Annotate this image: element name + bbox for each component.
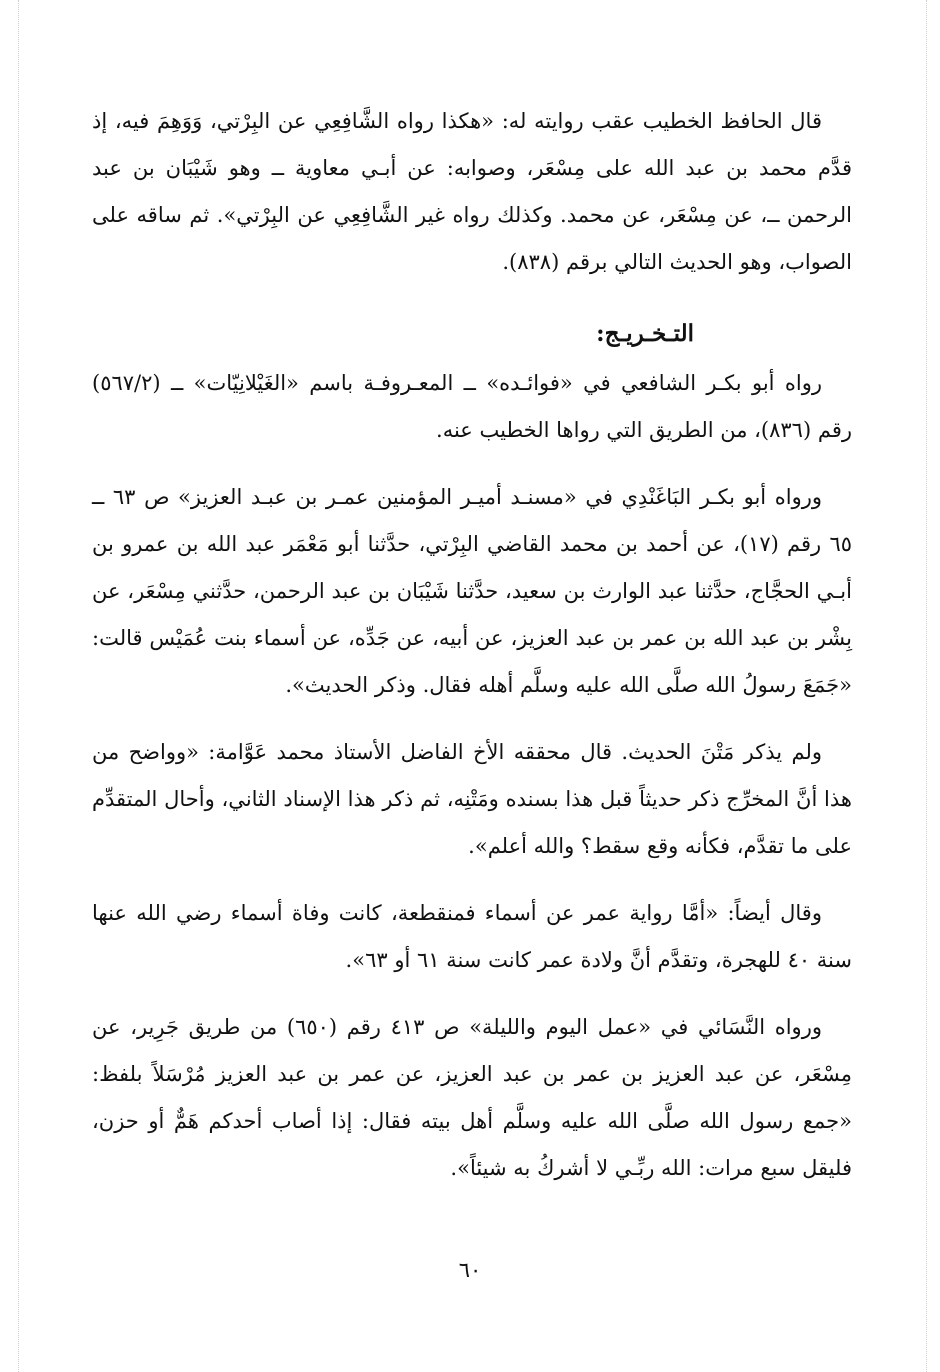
scan-guide-line-right xyxy=(926,0,927,1372)
paragraph-nasai-amal: ورواه النَّسَائي في «عمل اليوم والليلة» ص ٤١٣ رقم (٦٥٠) من طريق جَرِير، عن مِسْعَر، عن عبد العزيز بن عمر بن عبد العزيز، عن عمر بن عبد العزيز مُرْسَلاً بلفظ: «جمع رسول الله صلَّى الله عليه وسلَّم أهل بيته فقال: إذا أصاب أحدكم هَمٌّ أو حزن، فليقل سبع مرات: الله ربِّـي لا أشركُ به شيئاً». xyxy=(92,1015,852,1180)
paragraph-khatib-comment: قال الحافظ الخطيب عقب روايته له: «هكذا رواه الشَّافِعِي عن البِرْتي، وَوَهِمَ فيه، إذ قدَّم محمد بن عبد الله على مِسْعَر، وصوابه: عن أبـي معاوية ــ وهو شَيْبَان بن عبد الرحمن ــ، عن مِسْعَر، عن محمد. وكذلك رواه غير الشَّافِعِي عن البِرْتي». ثم ساقه على الصواب، وهو الحديث التالي برقم (٨٣٨). xyxy=(92,109,852,274)
section-heading-takhrij: التـخـريـج: xyxy=(596,320,694,347)
paragraph-awwama-note: ولم يذكر مَتْنَ الحديث. قال محققه الأخ الفاضل الأستاذ محمد عَوَّامة: «وواضح من هذا أنَّ المخرِّج ذكر حديثاً قبل هذا بسنده ومَتْنِه، ثم ذكر هذا الإسناد الثاني، وأحال المتقدِّم على ما تقدَّم، فكأنه وقع سقط؟ والله أعلم». xyxy=(92,740,852,858)
paragraph-awwama-second-note: وقال أيضاً: «أمَّا رواية عمر عن أسماء فمنقطعة، كانت وفاة أسماء رضي الله عنها سنة ٤٠ للهجرة، وتقدَّم أنَّ ولادة عمر كانت سنة ٦١ أو ٦٣». xyxy=(92,901,852,972)
paragraph-shafii-fawaid: رواه أبو بكـر الشافعي في «فوائـده» ــ المعـروفـة باسم «الغَيْلانِيّات» ــ (٥٦٧/٢) رقم (٨٣٦)، من الطريق التي رواها الخطيب عنه. xyxy=(92,371,852,442)
page-number: ٦٠ xyxy=(458,1258,482,1282)
paragraph-baghandi-musnad: ورواه أبو بكـر البَاغَنْدِي في «مسنـد أميـر المؤمنين عمـر بن عبـد العزيز» ص ٦٣ ــ ٦٥ رقم (١٧)، عن أحمد بن محمد القاضي البِرْتي، حدَّثنا أبو مَعْمَر عبد الله بن عمرو بن أبـي الحجَّاج، حدَّثنا عبد الوارث بن سعيد، حدَّثنا شَيْبَان بن عبد الرحمن، حدَّثني مِسْعَر، عن بِشْر بن عبد الله بن عمر بن عبد العزيز، عن أبيه، عن جَدِّه، عن أسماء بنت عُمَيْس قالت: «جَمَعَ رسولُ الله صلَّى الله عليه وسلَّم أهله فقال. وذكر الحديث». xyxy=(92,485,852,697)
scan-guide-line-left xyxy=(18,0,19,1372)
main-text xyxy=(92,98,852,1192)
